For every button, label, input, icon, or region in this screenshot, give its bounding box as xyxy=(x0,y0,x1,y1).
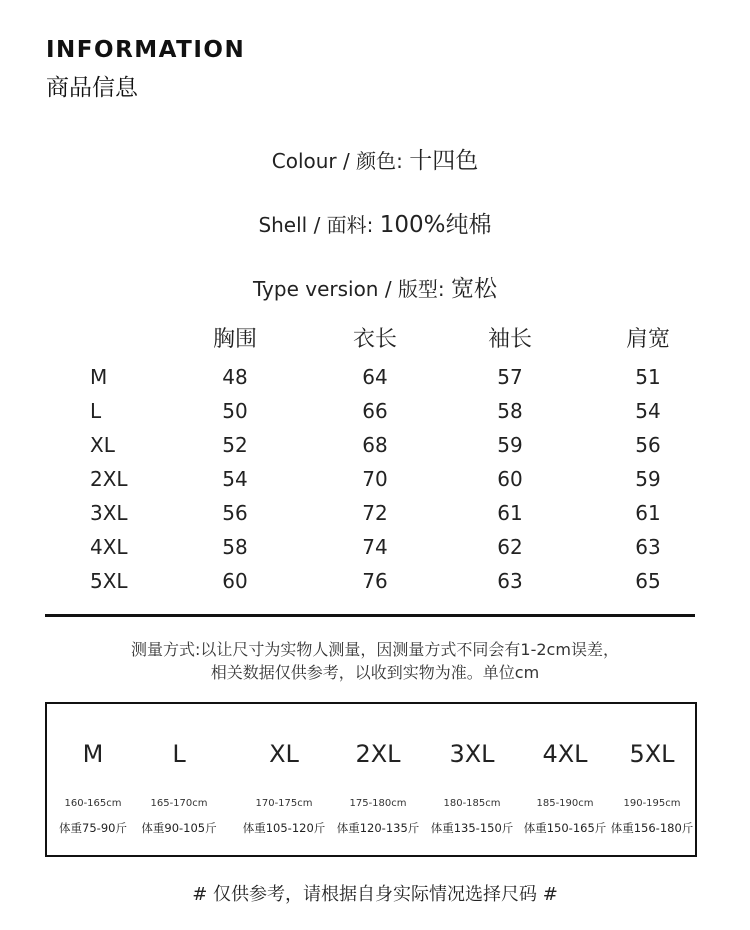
table-cell: 60 xyxy=(222,569,248,593)
heading-english: INFORMATION xyxy=(46,37,246,63)
spec-type xyxy=(0,270,750,303)
table-cell: 63 xyxy=(635,535,661,559)
table-cell: 57 xyxy=(497,365,523,389)
measurement-note-line-1: 测量方式:以让尺寸为实物人测量，因测量方式不同会有1-2cm误差， xyxy=(131,640,619,659)
table-cell: 76 xyxy=(362,569,388,593)
recommend-weight: 体重105-120斤 xyxy=(242,821,326,835)
divider xyxy=(45,614,695,617)
table-cell: 54 xyxy=(635,399,661,423)
table-cell: 64 xyxy=(362,365,388,389)
table-cell: 68 xyxy=(362,433,388,457)
recommend-size: XL xyxy=(269,740,299,768)
recommend-weight: 体重120-135斤 xyxy=(336,821,420,835)
recommend-height: 175-180cm xyxy=(349,798,407,809)
table-row-size: L xyxy=(90,399,102,423)
recommend-height: 185-190cm xyxy=(536,798,594,809)
table-cell: 74 xyxy=(362,535,388,559)
table-cell: 56 xyxy=(635,433,661,457)
recommend-height: 160-165cm xyxy=(64,798,122,809)
recommend-size: L xyxy=(172,740,186,768)
table-cell: 48 xyxy=(222,365,248,389)
table-cell: 66 xyxy=(362,399,388,423)
recommend-weight: 体重135-150斤 xyxy=(430,821,514,835)
recommend-size: M xyxy=(82,740,104,768)
table-cell: 59 xyxy=(497,433,523,457)
table-cell: 58 xyxy=(497,399,523,423)
table-cell: 70 xyxy=(362,467,388,491)
table-cell: 51 xyxy=(635,365,661,389)
recommend-weight: 体重75-90斤 xyxy=(59,821,127,835)
recommend-height: 190-195cm xyxy=(623,798,681,809)
recommend-weight: 体重156-180斤 xyxy=(610,821,694,835)
table-row-size: M xyxy=(90,365,108,389)
table-header-cell: 袖长 xyxy=(487,327,532,352)
table-header-cell: 衣长 xyxy=(352,327,397,352)
table-cell: 59 xyxy=(635,467,661,491)
recommend-weight: 体重90-105斤 xyxy=(141,821,217,835)
table-row-size: 5XL xyxy=(90,569,128,593)
table-header-cell: 肩宽 xyxy=(625,327,670,352)
measurement-note-line-2: 相关数据仅供参考，以收到实物为准。单位cm xyxy=(210,663,540,682)
size-recommendation-box xyxy=(45,702,697,857)
table-cell: 61 xyxy=(635,501,661,525)
table-cell: 58 xyxy=(222,535,248,559)
recommend-size: 3XL xyxy=(449,740,495,768)
recommend-size: 2XL xyxy=(355,740,401,768)
table-row-size: 3XL xyxy=(90,501,128,525)
table-cell: 56 xyxy=(222,501,248,525)
table-row-size: XL xyxy=(90,433,115,457)
table-cell: 65 xyxy=(635,569,661,593)
table-cell: 52 xyxy=(222,433,248,457)
spec-colour xyxy=(0,142,750,175)
footer-note: # 仅供参考，请根据自身实际情况选择尺码 # xyxy=(192,884,558,905)
recommend-size: 5XL xyxy=(629,740,675,768)
table-header-cell: 胸围 xyxy=(212,327,257,352)
spec-colour-value: 十四色 xyxy=(409,148,479,174)
table-cell: 54 xyxy=(222,467,248,491)
table-cell: 63 xyxy=(497,569,523,593)
table-cell: 61 xyxy=(497,501,523,525)
table-row-size: 4XL xyxy=(90,535,128,559)
table-cell: 72 xyxy=(362,501,388,525)
table-cell: 50 xyxy=(222,399,248,423)
spec-colour-label: Colour / 颜色: xyxy=(271,149,403,173)
heading-chinese: 商品信息 xyxy=(46,75,138,101)
recommend-height: 180-185cm xyxy=(443,798,501,809)
spec-shell-label: Shell / 面料: xyxy=(258,213,374,237)
spec-shell-value: 100%纯棉 xyxy=(379,212,492,238)
table-cell: 60 xyxy=(497,467,523,491)
spec-type-label: Type version / 版型: xyxy=(252,277,445,301)
table-cell: 62 xyxy=(497,535,523,559)
recommend-size: 4XL xyxy=(542,740,588,768)
table-row-size: 2XL xyxy=(90,467,128,491)
spec-type-value: 宽松 xyxy=(451,276,498,302)
recommend-weight: 体重150-165斤 xyxy=(523,821,607,835)
recommend-height: 170-175cm xyxy=(255,798,313,809)
recommend-height: 165-170cm xyxy=(150,798,208,809)
spec-shell xyxy=(0,206,750,239)
